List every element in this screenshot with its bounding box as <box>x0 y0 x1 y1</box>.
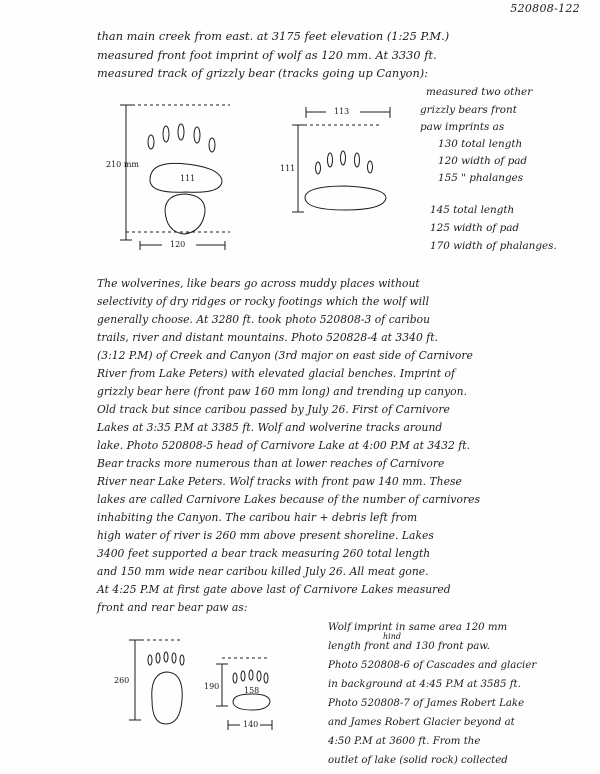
sketch4-height-label: 190 <box>204 682 220 691</box>
page-reference-number: 520808-122 <box>510 2 580 15</box>
inserted-word: hind <box>383 632 401 641</box>
text-line: trails, river and distant mountains. Photo 520828-4 at 3340 ft. <box>97 331 439 344</box>
text-line: 3400 feet supported a bear track measuring 260 total length <box>97 547 431 560</box>
grizzly-paw-sketch-large <box>120 105 230 250</box>
text-line: Bear tracks more numerous than at lower reaches of Carnivore <box>97 457 445 470</box>
bear-paw-sketch-hind <box>129 640 184 724</box>
note-line: outlet of lake (solid rock) collected <box>328 755 508 766</box>
note-line: in background at 4:45 P.M at 3585 ft. <box>328 679 521 690</box>
text-line: River near Lake Peters. Wolf tracks with front paw 140 mm. These <box>97 475 462 488</box>
text-line: lakes are called Carnivore Lakes because of the number of carnivores <box>97 493 481 506</box>
side-note-line: 155 " phalanges <box>438 172 524 184</box>
text-line: measured front foot imprint of wolf as 120 mm. At 3330 ft. <box>97 49 437 62</box>
sketch4-width-label: 140 <box>243 720 259 729</box>
sketch1-width-label: 120 <box>170 240 186 249</box>
note-line: Photo 520808-7 of James Robert Lake <box>328 698 525 709</box>
side-note-line: measured two other <box>426 86 533 98</box>
side-note-line: 130 total length <box>438 138 523 150</box>
text-line: River from Lake Peters) with elevated glacial benches. Imprint of <box>97 367 456 380</box>
text-line: lake. Photo 520808-5 head of Carnivore Lake at 4:00 P.M at 3432 ft. <box>97 439 471 452</box>
text-line: selectivity of dry ridges or rocky footings which the wolf will <box>97 295 430 308</box>
text-line: inhabiting the Canyon. The caribou hair + debris left from <box>97 511 418 524</box>
text-line: and 150 mm wide near caribou killed July 26. All meat gone. <box>97 565 429 578</box>
note-line: length front and 130 front paw. <box>328 641 491 652</box>
text-line: generally choose. At 3280 ft. took photo 520808-3 of caribou <box>97 313 431 326</box>
text-line: Old track but since caribou passed by July 26. First of Carnivore <box>97 403 450 416</box>
sketch4-pad-label: 158 <box>244 686 260 695</box>
note-line: and James Robert Glacier beyond at <box>328 717 515 728</box>
side-note-line: 145 total length <box>430 204 515 216</box>
note-line: 4:50 P.M at 3600 ft. From the <box>328 736 481 747</box>
sketch1-pad-label: 111 <box>180 174 196 183</box>
sketch3-height-label: 260 <box>114 676 130 685</box>
text-line: front and rear bear paw as: <box>97 601 248 614</box>
side-note-line: grizzly bears front <box>420 104 517 116</box>
note-line: Wolf imprint in same area 120 mm <box>328 622 508 633</box>
text-line: The wolverines, like bears go across muddy places without <box>97 277 420 290</box>
side-note-line: 120 width of pad <box>438 155 528 167</box>
text-line: high water of river is 260 mm above present shoreline. Lakes <box>97 529 434 542</box>
sketch2-height-label: 111 <box>280 164 296 173</box>
side-note-line: 125 width of pad <box>430 222 520 234</box>
text-line: than main creek from east. at 3175 feet elevation (1:25 P.M.) <box>97 30 450 43</box>
side-note-line: 170 width of phalanges. <box>430 240 557 252</box>
sketch2-width-label: 113 <box>334 107 350 116</box>
side-note-line: paw imprints as <box>420 121 505 133</box>
text-line: (3:12 P.M) of Creek and Canyon (3rd major on east side of Carnivore <box>97 349 473 362</box>
text-line: measured track of grizzly bear (tracks going up Canyon): <box>97 67 429 80</box>
note-line: Photo 520808-6 of Cascades and glacier <box>328 660 537 671</box>
sketch1-height-label: 210 mm <box>106 160 139 169</box>
paw-sketch-medium <box>292 107 390 212</box>
text-line: grizzly bear here (front paw 160 mm long) and trending up canyon. <box>97 385 468 398</box>
text-line: Lakes at 3:35 P.M at 3385 ft. Wolf and wolverine tracks around <box>97 421 443 434</box>
text-line: At 4:25 P.M at first gate above last of Carnivore Lakes measured <box>97 583 451 596</box>
